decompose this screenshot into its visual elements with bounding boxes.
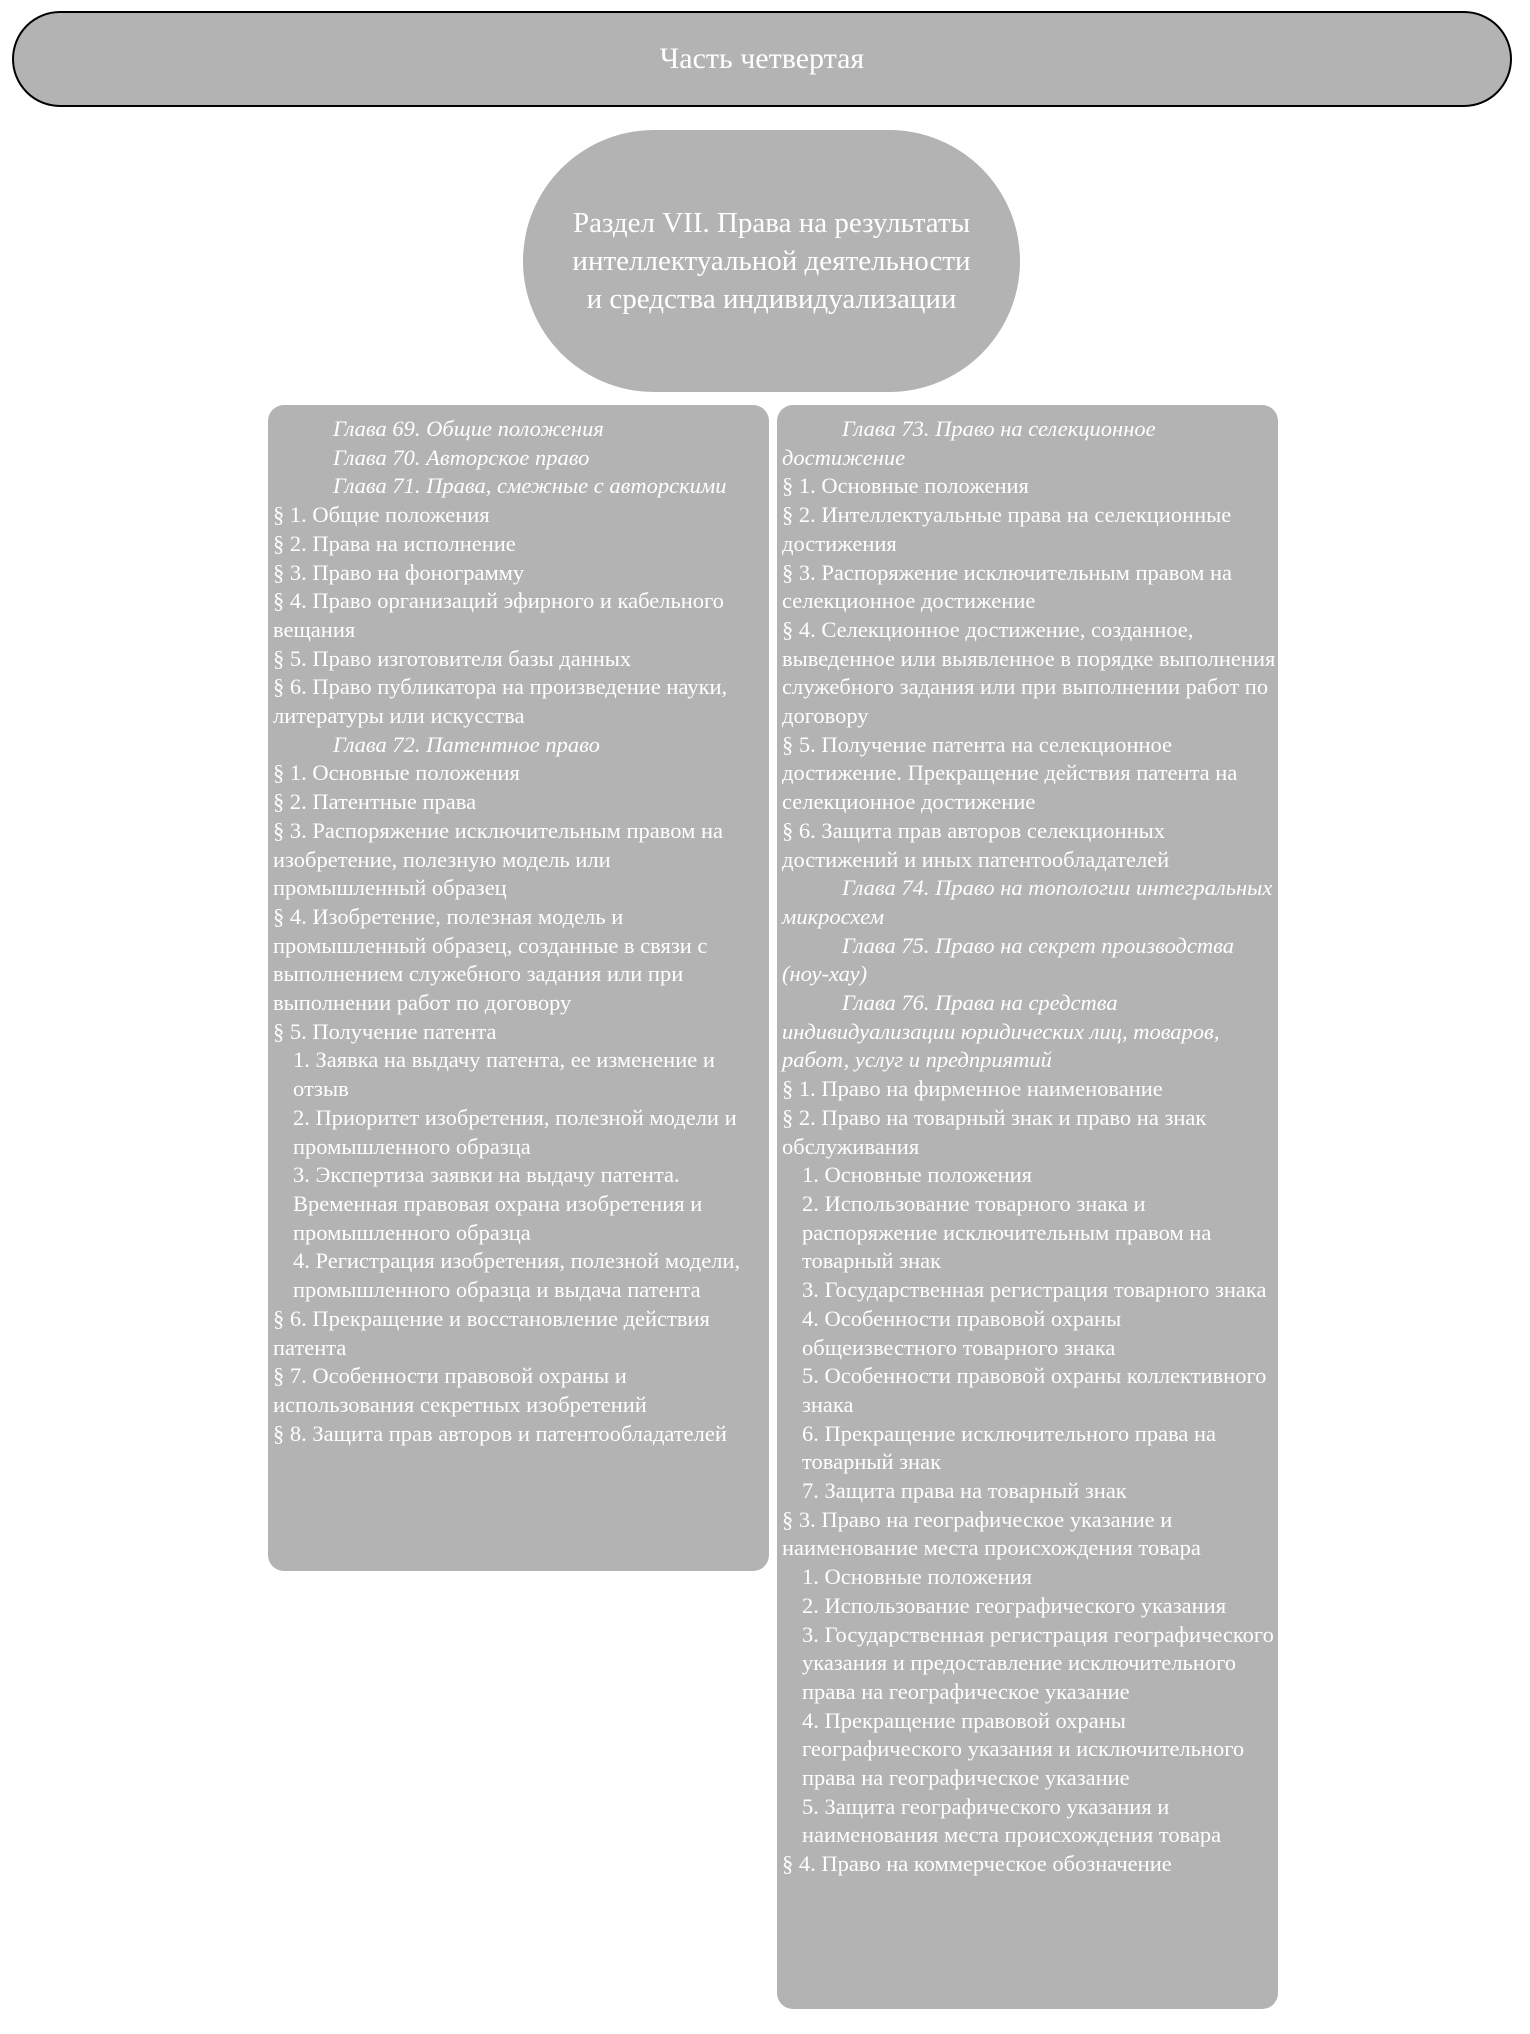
subitem-entry: 4. Регистрация изобретения, полезной модели, промышленного образца и выдача патента <box>293 1248 741 1303</box>
paragraph-entry: § 6. Защита прав авторов селекционных достижений и иных патентообладателей <box>782 817 1170 872</box>
paragraph-entry: § 2. Права на исполнение <box>273 530 516 556</box>
paragraph-entry: § 4. Право организаций эфирного и кабельного вещания <box>273 588 724 642</box>
chapter-heading: Глава 73. Право на селекционное достижение <box>782 416 1156 470</box>
paragraph-entry: § 1. Общие положения <box>273 502 490 528</box>
paragraph-entry: § 1. Право на фирменное наименование <box>782 1076 1163 1102</box>
paragraph-entry: § 4. Селекционное достижение, созданное, выведенное или выявленное в порядке выполнения служебного задания или при выполнении работ по договору <box>782 616 1276 729</box>
subitem-entry: 2. Использование географического указания <box>802 1592 1227 1618</box>
paragraph-entry: § 6. Прекращение и восстановление действия патента <box>273 1305 710 1360</box>
part-title: Часть четвертая <box>659 42 865 75</box>
paragraph-entry: § 2. Патентные права <box>273 789 477 815</box>
subitem-entry: 4. Особенности правовой охраны общеизвестного товарного знака <box>802 1305 1122 1360</box>
subitem-entry: 7. Защита права на товарный знак <box>802 1478 1127 1504</box>
paragraph-entry: § 2. Право на товарный знак и право на знак обслуживания <box>782 1104 1207 1159</box>
paragraph-entry: § 4. Право на коммерческое обозначение <box>782 1851 1172 1877</box>
paragraph-entry: § 3. Право на фонограмму <box>273 559 525 585</box>
subitem-entry: 3. Государственная регистрация товарного знака <box>802 1277 1267 1303</box>
subitem-entry: 3. Экспертиза заявки на выдачу патента. Временная правовая охрана изобретения и промышленного образца <box>293 1162 703 1245</box>
section-title: Раздел VII. Права на результаты интеллектуальной деятельности и средства индивидуализации <box>572 207 971 315</box>
paragraph-entry: § 2. Интеллектуальные права на селекционные достижения <box>782 502 1232 556</box>
paragraph-entry: § 1. Основные положения <box>273 760 520 786</box>
paragraph-entry: § 3. Право на географическое указание и наименование места происхождения товара <box>782 1506 1201 1561</box>
subitem-entry: 2. Использование товарного знака и распоряжение исключительным правом на товарный знак <box>802 1190 1212 1274</box>
section-seven-box <box>523 130 1020 392</box>
chapter-heading: Глава 71. Права, смежные с авторскими <box>333 473 727 499</box>
paragraph-entry: § 5. Получение патента <box>273 1018 497 1044</box>
chapter-heading: Глава 72. Патентное право <box>333 731 600 757</box>
subitem-entry: 1. Заявка на выдачу патента, ее изменение и отзыв <box>293 1047 715 1102</box>
subitem-entry: 5. Особенности правовой охраны коллективного знака <box>802 1363 1267 1417</box>
subitem-entry: 1. Основные положения <box>802 1564 1032 1590</box>
chapter-heading: Глава 74. Право на топологии интегральных микросхем <box>782 875 1273 929</box>
paragraph-entry: § 8. Защита прав авторов и патентообладателей <box>273 1420 727 1446</box>
chapter-heading: Глава 75. Право на секрет производства (ноу-хау) <box>782 932 1235 987</box>
part-four-box <box>12 11 1512 107</box>
paragraph-entry: § 5. Право изготовителя базы данных <box>273 645 632 671</box>
subitem-entry: 4. Прекращение правовой охраны географического указания и исключительного права на географическое указание <box>802 1707 1245 1791</box>
chapter-heading: Глава 69. Общие положения <box>333 416 604 441</box>
left-chapters-box <box>268 405 769 1571</box>
subitem-entry: 2. Приоритет изобретения, полезной модели и промышленного образца <box>293 1104 737 1159</box>
paragraph-entry: § 6. Право публикатора на произведение науки, литературы или искусства <box>273 674 728 729</box>
right-chapters-box <box>777 405 1278 2009</box>
subitem-entry: 5. Защита географического указания и наименования места происхождения товара <box>802 1793 1222 1848</box>
subitem-entry: 1. Основные положения <box>802 1162 1032 1188</box>
subitem-entry: 3. Государственная регистрация географического указания и предоставление исключительного права на географическое указание <box>802 1621 1274 1704</box>
subitem-entry: 6. Прекращение исключительного права на товарный знак <box>802 1420 1217 1475</box>
paragraph-entry: § 4. Изобретение, полезная модель и промышленный образец, созданные в связи с выполнением служебного задания или при выполнении работ по договору <box>273 903 708 1016</box>
paragraph-entry: § 3. Распоряжение исключительным правом на селекционное достижение <box>782 559 1232 614</box>
chapter-heading: Глава 70. Авторское право <box>333 444 590 470</box>
paragraph-entry: § 7. Особенности правовой охраны и использования секретных изобретений <box>273 1363 647 1417</box>
chapter-heading: Глава 76. Права на средства индивидуализации юридических лиц, товаров, работ, услуг и предприятий <box>782 990 1220 1073</box>
paragraph-entry: § 3. Распоряжение исключительным правом на изобретение, полезную модель или промышленный образец <box>273 817 723 901</box>
paragraph-entry: § 1. Основные положения <box>782 473 1029 499</box>
paragraph-entry: § 5. Получение патента на селекционное достижение. Прекращение действия патента на селекционное достижение <box>782 731 1238 815</box>
